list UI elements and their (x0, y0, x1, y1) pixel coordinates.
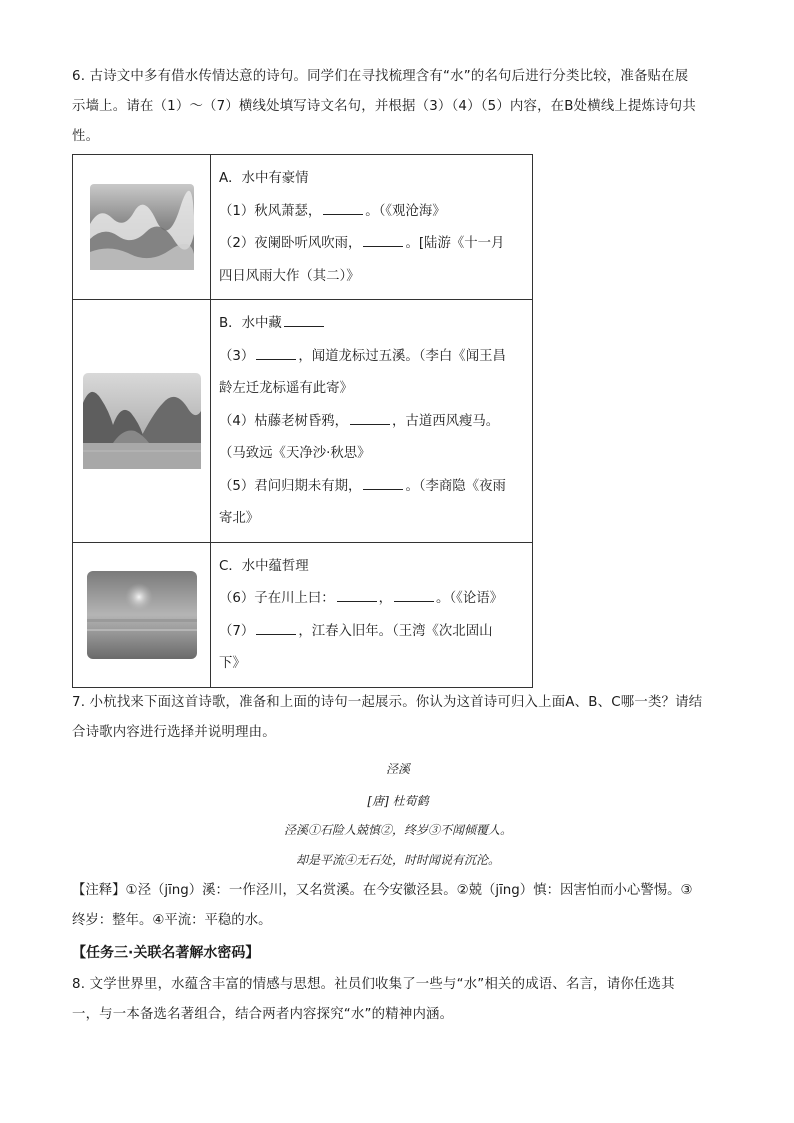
poem-line-text: ， (378, 591, 393, 606)
poem-title: 泾溪 (385, 762, 410, 776)
answer-blank-7[interactable] (256, 633, 296, 635)
question-7 (72, 688, 724, 748)
poem-line-text: （7） (219, 623, 255, 639)
category-c-heading: C．水中蕴哲理 (219, 558, 309, 574)
image-cell (73, 155, 211, 300)
category-b-cell (211, 300, 533, 543)
poem-line-text: 。（《论语》 (436, 591, 503, 606)
category-c-cell (211, 542, 533, 687)
answer-blank-b[interactable] (284, 325, 324, 327)
poem-line-text: 。[陆游《十一月 (405, 236, 505, 251)
answer-blank-6a[interactable] (337, 600, 377, 602)
poem-line-text: ，闻道龙标过五溪。（李白《闻王昌 (298, 348, 506, 364)
sea-waves-image (90, 184, 194, 270)
question-6-line: 性。 (72, 129, 100, 144)
poem-line-text: （1）秋风萧瑟， (219, 203, 322, 219)
sunset-water-image (87, 571, 197, 659)
poem-line-text: 四日风雨大作（其二）》 (219, 268, 360, 284)
question-6-line: 6. 古诗文中多有借水传情达意的诗句。同学们在寻找梳理含有“水”的名句后进行分类比较，准备贴在展 (72, 69, 689, 84)
poem-line-text: （3） (219, 348, 255, 364)
answer-blank-5[interactable] (363, 488, 403, 490)
poem-line-text: ，江春入旧年。（王湾《次北固山 (298, 623, 493, 639)
question-8-line: 8. 文学世界里，水蕴含丰富的情感与思想。社员们收集了一些与“水”相关的成语、名言，请你任选其 (72, 977, 675, 992)
poem-line-text: 龄左迁龙标遥有此寄》 (219, 381, 353, 396)
question-6-line: 示墙上。请在（1）～（7）横线处填写诗文名句，并根据（3）（4）（5）内容，在B处横线上提炼诗句共 (72, 99, 696, 114)
poem-line: 泾溪①石险人兢慎②，终岁③不闻倾覆人。 (283, 823, 512, 837)
answer-blank-3[interactable] (256, 358, 296, 360)
annotation (72, 876, 724, 936)
poem-line-text: 寄北》 (219, 511, 260, 526)
poem-author: [唐] 杜荀鹤 (367, 794, 429, 808)
answer-blank-4[interactable] (350, 423, 390, 425)
question-7-line: 合诗歌内容进行选择并说明理由。 (72, 725, 276, 740)
answer-blank-2[interactable] (363, 245, 403, 247)
answer-blank-1[interactable] (323, 213, 363, 215)
category-a-cell (211, 155, 533, 300)
question-7-line: 7. 小杭找来下面这首诗歌，准备和上面的诗句一起展示。你认为这首诗可归入上面A、B、C哪一类？请结 (72, 695, 703, 710)
image-cell (73, 300, 211, 543)
task-3-heading: 【任务三·关联名著解水密码】 (72, 945, 260, 961)
category-a-heading: A．水中有豪情 (219, 171, 309, 186)
annotation-line: 【注释】①泾（jīng）溪：一作泾川，又名赏溪。在今安徽泾县。②兢（jīng）慎：因害怕而小心警惕。③ (72, 883, 693, 898)
question-8 (72, 970, 724, 1030)
poem-line-text: （2）夜阑卧听风吹雨， (219, 236, 362, 251)
answer-blank-6b[interactable] (394, 600, 434, 602)
annotation-line: 终岁：整年。④平流：平稳的水。 (72, 913, 272, 928)
poem-line-text: （6）子在川上曰： (219, 591, 335, 606)
poem-line-text: （5）君问归期未有期， (219, 478, 362, 494)
poem-line-text: 下》 (219, 656, 246, 671)
poem-category-table (72, 154, 533, 688)
category-b-heading: B．水中藏 (219, 316, 282, 331)
mountain-river-image (83, 373, 201, 469)
poem-line-text: （4）枯藤老树昏鸦， (219, 413, 349, 429)
poem-line-text: ，古道西风瘦马。 (392, 413, 500, 429)
question-6 (72, 62, 724, 152)
image-cell (73, 542, 211, 687)
poem-line-text: 。（李商隐《夜雨 (405, 478, 506, 494)
question-8-line: 一，与一本备选名著组合，结合两者内容探究“水”的精神内涵。 (72, 1007, 454, 1022)
poem-line-text: （马致远《天净沙·秋思》 (219, 446, 371, 461)
poem-line-text: 。（《观沧海》 (365, 203, 446, 219)
poem-line: 却是平流④无石处，时时闻说有沉沦。 (295, 853, 500, 867)
